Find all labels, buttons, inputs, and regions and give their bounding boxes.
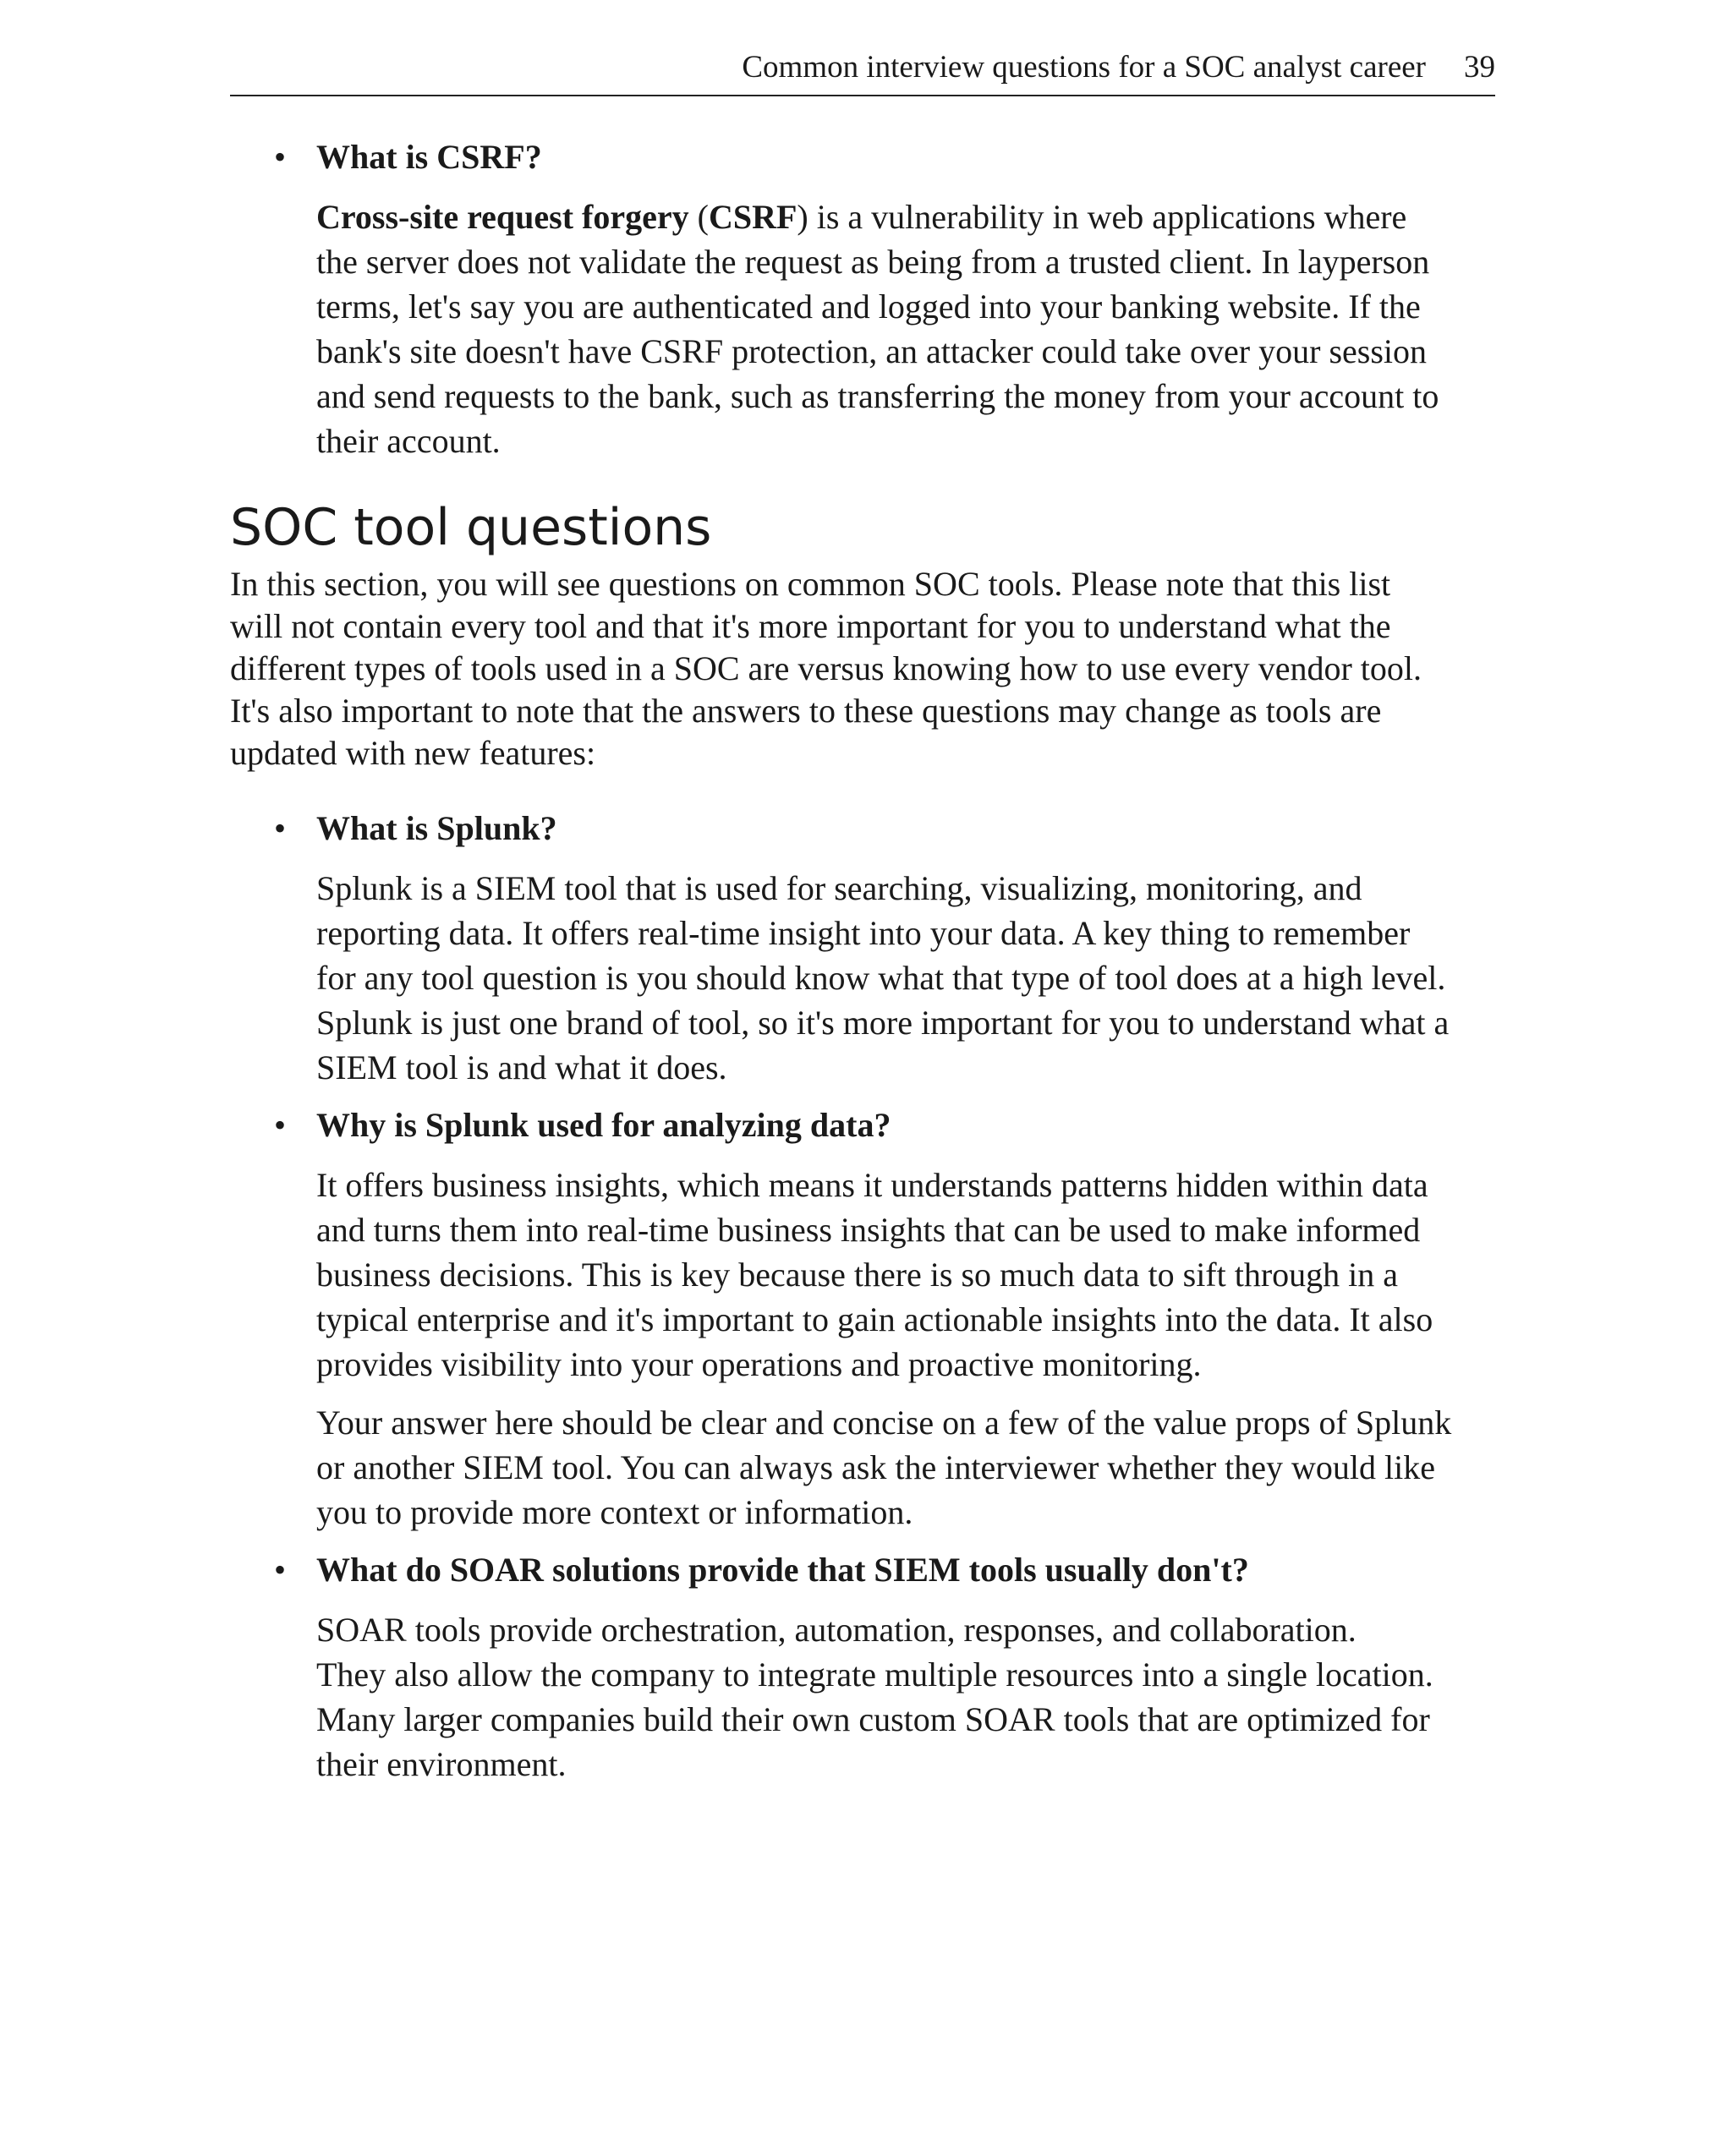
- answer-line: bank's site doesn't have CSRF protection, an attacker could take over your session: [316, 332, 1428, 370]
- answer-line: reporting data. It offers real-time insight into your data. A key thing to remember: [316, 914, 1411, 952]
- answer-line: their environment.: [316, 1745, 567, 1783]
- answer-paragraph: [316, 866, 1499, 1090]
- answer-line: provides visibility into your operations and proactive monitoring.: [316, 1345, 1202, 1383]
- question-splunk-analyzing: [230, 1102, 1499, 1535]
- page-content: [230, 134, 1499, 1787]
- answer-line: Splunk is just one brand of tool, so it's more important for you to understand what a: [316, 1004, 1450, 1042]
- answer-line: Splunk is a SIEM tool that is used for searching, visualizing, monitoring, and: [316, 869, 1362, 907]
- answer-line: the server does not validate the request as being from a trusted client. In layperson: [316, 243, 1430, 281]
- bullet-marker: •: [274, 809, 287, 847]
- answer-line: SIEM tool is and what it does.: [316, 1048, 727, 1086]
- intro-line: updated with new features:: [230, 734, 596, 772]
- answer-paragraph: [316, 1163, 1499, 1387]
- intro-line: different types of tools used in a SOC are versus knowing how to use every vendor tool.: [230, 649, 1422, 687]
- term-bold: Cross-site request forgery: [316, 198, 689, 236]
- question-title: What is Splunk?: [316, 809, 557, 847]
- section-intro: [230, 563, 1499, 774]
- bullet-marker: •: [274, 1551, 287, 1589]
- answer-paragraph: [316, 1607, 1499, 1787]
- answer-line: terms, let's say you are authenticated and logged into your banking website. If the: [316, 287, 1421, 326]
- intro-line: will not contain every tool and that it's more important for you to understand what the: [230, 607, 1391, 645]
- abbr-bold: CSRF: [708, 198, 797, 236]
- question-title: What is CSRF?: [316, 138, 542, 176]
- answer-line: SOAR tools provide orchestration, automation, responses, and collaboration.: [316, 1611, 1357, 1649]
- answer-line: [316, 194, 1499, 239]
- answer-line: Many larger companies build their own custom SOAR tools that are optimized for: [316, 1700, 1430, 1738]
- question-title: What do SOAR solutions provide that SIEM tools usually don't?: [316, 1551, 1249, 1589]
- answer-line: It offers business insights, which means it understands patterns hidden within data: [316, 1166, 1428, 1204]
- answer-paragraph: [316, 194, 1499, 463]
- line-rest: ) is a vulnerability in web applications where: [797, 198, 1407, 236]
- question-splunk: [230, 805, 1499, 1090]
- open-paren: (: [688, 198, 709, 236]
- question-title: Why is Splunk used for analyzing data?: [316, 1106, 891, 1144]
- question-csrf: [230, 134, 1499, 463]
- answer-line: business decisions. This is key because there is so much data to sift through in a: [316, 1256, 1399, 1294]
- bullet-marker: •: [274, 138, 287, 176]
- running-header: [230, 42, 1495, 96]
- answer-line: They also allow the company to integrate multiple resources into a single location.: [316, 1655, 1433, 1694]
- answer-line: and turns them into real-time business insights that can be used to make informed: [316, 1211, 1421, 1249]
- answer-line: for any tool question is you should know what that type of tool does at a high level.: [316, 959, 1446, 997]
- answer-paragraph: [316, 1400, 1499, 1535]
- answer-line: you to provide more context or information.: [316, 1493, 913, 1531]
- header-title: Common interview questions for a SOC analyst career: [742, 50, 1426, 85]
- question-soar: [230, 1546, 1499, 1787]
- answer-line: typical enterprise and it's important to gain actionable insights into the data. It also: [316, 1300, 1433, 1338]
- answer-line: Your answer here should be clear and concise on a few of the value props of Splunk: [316, 1404, 1452, 1442]
- bullet-marker: •: [274, 1106, 287, 1144]
- answer-line: or another SIEM tool. You can always ask the interviewer whether they would like: [316, 1448, 1436, 1486]
- page-number: 39: [1464, 50, 1495, 85]
- section-heading: SOC tool questions: [230, 498, 712, 557]
- intro-line: It's also important to note that the answers to these questions may change as tools are: [230, 692, 1382, 730]
- answer-line: and send requests to the bank, such as transferring the money from your account to: [316, 377, 1439, 415]
- answer-line: their account.: [316, 422, 501, 460]
- intro-line: In this section, you will see questions on common SOC tools. Please note that this list: [230, 565, 1391, 603]
